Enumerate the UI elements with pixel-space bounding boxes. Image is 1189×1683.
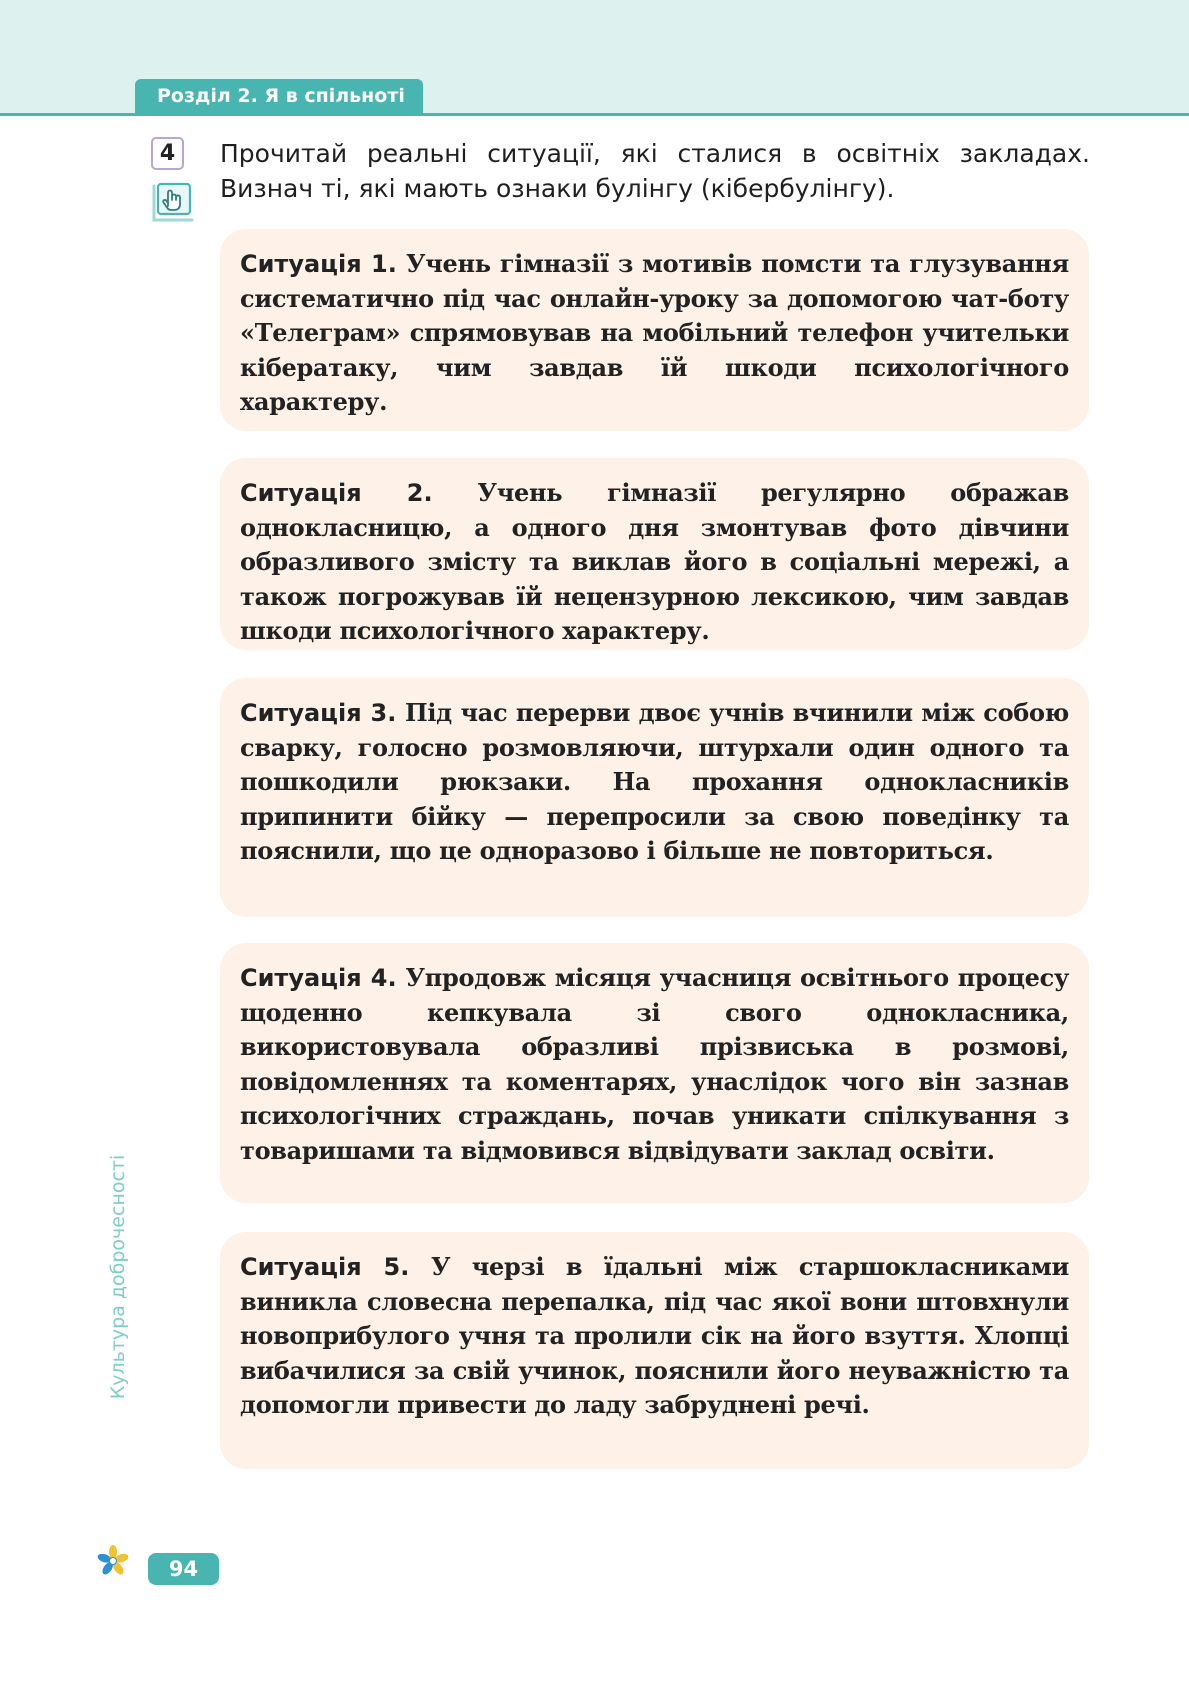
task-number: 4 — [151, 137, 184, 170]
flower-icon — [96, 1544, 130, 1578]
situation-card-4 — [220, 943, 1089, 1203]
situation-label: Ситуація 2. — [240, 479, 433, 507]
situation-card-5 — [220, 1232, 1089, 1469]
situation-body: Учень гімназії з мотивів помсти та глузування систематично під час онлайн-уроку за допомогою чат-боту «Телеграм» спрямовував на мобільний телефон учительки кібератаку, чим завдав їй шкоди психологічного характеру. — [240, 249, 1069, 416]
situation-label: Ситуація 5. — [240, 1253, 410, 1281]
section-tab: Розділ 2. Я в спільноті — [135, 79, 423, 114]
situation-body: У черзі в їдальні між старшокласниками виникла словесна перепалка, під час якої вони штовхнули новоприбулого учня та пролили сік на його взуття. Хлопці вибачилися за свій учинок, пояснили його неуважністю та допомогли привести до ладу забруднені речі. — [240, 1252, 1069, 1419]
situation-body: Учень гімназії регулярно ображав однокласницю, а одного дня змонтував фото дівчини образливого змісту та виклав його в соціальні мережі, а також погрожував їй нецензурною лексикою, чим завдав шкоди психологічного характеру. — [240, 478, 1069, 645]
situation-label: Ситуація 1. — [240, 250, 397, 278]
situation-label: Ситуація 3. — [240, 699, 397, 727]
task-instruction: Прочитай реальні ситуації, які сталися в освітніх закладах. Визнач ті, які мають ознаки булінгу (кібербулінгу). — [220, 139, 1090, 203]
situation-card-3 — [220, 678, 1089, 917]
situation-text — [240, 961, 1069, 1168]
situation-text — [240, 1250, 1069, 1423]
situation-label: Ситуація 4. — [240, 964, 397, 992]
situation-text — [240, 476, 1069, 649]
situation-card-1 — [220, 229, 1089, 431]
situation-card-2 — [220, 458, 1089, 650]
situation-body: Упродовж місяця учасниця освітнього процесу щоденно кепкувала зі свого однокласника, використовувала образливі прізвиська в розмові, повідомленнях та коментарях, унаслідок чого він зазнав психологічних страждань, почав уникати спілкування з товаришами та відмовився відвідувати заклад освіти. — [240, 963, 1070, 1165]
page-number: 94 — [148, 1553, 219, 1585]
situation-text — [240, 247, 1069, 420]
situation-body: Під час перерви двоє учнів вчинили між собою сварку, голосно розмовляючи, штурхали один одного та пошкодили рюкзаки. На прохання однокласників припинити бійку — перепросили за свою поведінку та пояснили, що це одноразово і більше не повториться. — [240, 698, 1069, 865]
hand-pointer-icon — [150, 180, 198, 226]
side-caption-text: Культура доброчесності — [107, 1154, 129, 1400]
situation-text — [240, 696, 1069, 869]
